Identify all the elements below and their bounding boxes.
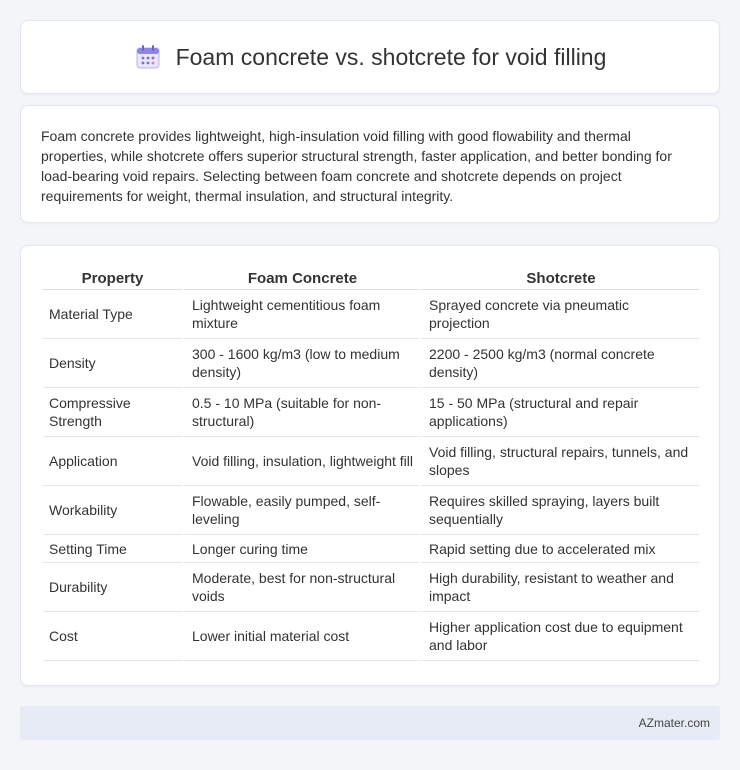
table-row — [43, 388, 699, 437]
foam-concrete-cell: 300 - 1600 kg/m3 (low to medium density) — [182, 339, 419, 388]
header-shotcrete: Shotcrete — [419, 266, 699, 290]
foam-concrete-cell: Flowable, easily pumped, self-leveling — [182, 486, 419, 535]
foam-concrete-cell: Void filling, insulation, lightweight fill — [182, 437, 419, 486]
footer-brand: AZmater.com — [638, 716, 710, 730]
property-cell: Durability — [43, 563, 182, 612]
table-header-row — [43, 266, 699, 290]
comparison-card — [20, 245, 720, 686]
foam-concrete-cell: Lightweight cementitious foam mixture — [182, 290, 419, 339]
title-card — [20, 20, 720, 94]
calendar-icon — [134, 43, 162, 71]
header-property: Property — [43, 266, 182, 290]
table-row — [43, 486, 699, 535]
table-row — [43, 563, 699, 612]
property-cell: Application — [43, 437, 182, 486]
shotcrete-cell: 15 - 50 MPa (structural and repair applications) — [419, 388, 699, 437]
foam-concrete-cell: 0.5 - 10 MPa (suitable for non-structural) — [182, 388, 419, 437]
property-cell: Density — [43, 339, 182, 388]
property-cell: Workability — [43, 486, 182, 535]
shotcrete-cell: Void filling, structural repairs, tunnels, and slopes — [419, 437, 699, 486]
property-cell: Setting Time — [43, 535, 182, 563]
table-row — [43, 535, 699, 563]
property-cell: Cost — [43, 612, 182, 661]
page-title: Foam concrete vs. shotcrete for void filling — [175, 43, 607, 70]
shotcrete-cell: 2200 - 2500 kg/m3 (normal concrete density) — [419, 339, 699, 388]
shotcrete-cell: Higher application cost due to equipment and labor — [419, 612, 699, 661]
summary-card — [20, 105, 720, 223]
property-cell: Compressive Strength — [43, 388, 182, 437]
foam-concrete-cell: Longer curing time — [182, 535, 419, 563]
table-row — [43, 339, 699, 388]
table-row — [43, 290, 699, 339]
summary-text: Foam concrete provides lightweight, high-insulation void filling with good flowability and thermal properties, while shotcrete offers superior structural strength, faster application, and better bonding for load-bearing void repairs. Selecting between foam concrete and shotcrete depends on project requirements for weight, thermal insulation, and structural integrity. — [41, 128, 672, 204]
shotcrete-cell: Requires skilled spraying, layers built sequentially — [419, 486, 699, 535]
shotcrete-cell: Rapid setting due to accelerated mix — [419, 535, 699, 563]
footer — [20, 706, 720, 740]
table-row — [43, 612, 699, 661]
shotcrete-cell: Sprayed concrete via pneumatic projection — [419, 290, 699, 339]
header-foam-concrete: Foam Concrete — [182, 266, 419, 290]
comparison-table — [43, 266, 699, 661]
foam-concrete-cell: Moderate, best for non-structural voids — [182, 563, 419, 612]
shotcrete-cell: High durability, resistant to weather and impact — [419, 563, 699, 612]
table-row — [43, 437, 699, 486]
foam-concrete-cell: Lower initial material cost — [182, 612, 419, 661]
property-cell: Material Type — [43, 290, 182, 339]
